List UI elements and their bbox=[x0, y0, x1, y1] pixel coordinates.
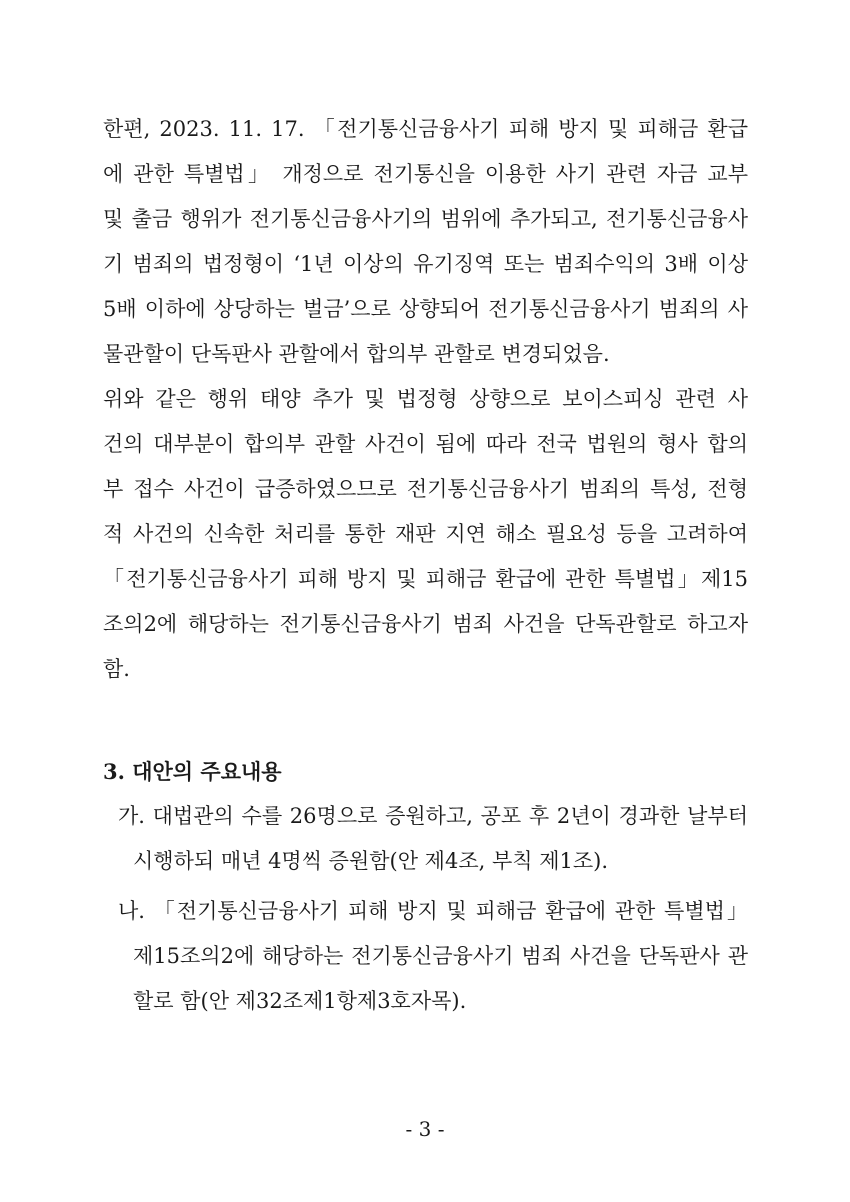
paragraph-2-line: 조의2에 해당하는 전기통신금융사기 범죄 사건을 단독관할로 하고자 bbox=[103, 612, 748, 636]
paragraph-2-line: 위와 같은 행위 태양 추가 및 법정형 상향으로 보이스피싱 관련 사 bbox=[103, 387, 748, 411]
paragraph-1-line: 한편, 2023. 11. 17. 「전기통신금융사기 피해 방지 및 피해금 환급 bbox=[103, 117, 748, 141]
paragraph-1-line: 및 출금 행위가 전기통신금융사기의 범위에 추가되고, 전기통신금융사 bbox=[103, 207, 748, 231]
paragraph-2-line: 적 사건의 신속한 처리를 통한 재판 지연 해소 필요성 등을 고려하여 bbox=[103, 522, 748, 546]
list-item-line: 가. 대법관의 수를 26명으로 증원하고, 공포 후 2년이 경과한 날부터 bbox=[118, 804, 748, 828]
page-number: - 3 - bbox=[405, 1117, 445, 1141]
paragraph-1-line: 5배 이하에 상당하는 벌금’으로 상향되어 전기통신금융사기 범죄의 사 bbox=[103, 297, 748, 321]
paragraph-1-line: 에 관한 특별법」 개정으로 전기통신을 이용한 사기 관련 자금 교부 bbox=[103, 162, 748, 186]
paragraph-2-line: 「전기통신금융사기 피해 방지 및 피해금 환급에 관한 특별법」제15 bbox=[103, 567, 748, 591]
paragraph-2-line: 함. bbox=[103, 657, 130, 681]
paragraph-1-line: 물관할이 단독판사 관할에서 합의부 관할로 변경되었음. bbox=[103, 342, 610, 366]
list-item-line: 나. 「전기통신금융사기 피해 방지 및 피해금 환급에 관한 특별법」 bbox=[118, 899, 748, 923]
list-item-line: 제15조의2에 해당하는 전기통신금융사기 범죄 사건을 단독판사 관 bbox=[133, 944, 748, 968]
section-heading: 3. 대안의 주요내용 bbox=[103, 759, 282, 784]
paragraph-2-line: 건의 대부분이 합의부 관할 사건이 됨에 따라 전국 법원의 형사 합의 bbox=[103, 432, 748, 456]
list-item-line: 시행하되 매년 4명씩 증원함(안 제4조, 부칙 제1조). bbox=[133, 849, 609, 873]
paragraph-2-line: 부 접수 사건이 급증하였으므로 전기통신금융사기 범죄의 특성, 전형 bbox=[103, 477, 748, 501]
list-item-line: 할로 함(안 제32조제1항제3호자목). bbox=[133, 989, 467, 1013]
paragraph-1-line: 기 범죄의 법정형이 ‘1년 이상의 유기징역 또는 범죄수익의 3배 이상 bbox=[103, 252, 748, 276]
